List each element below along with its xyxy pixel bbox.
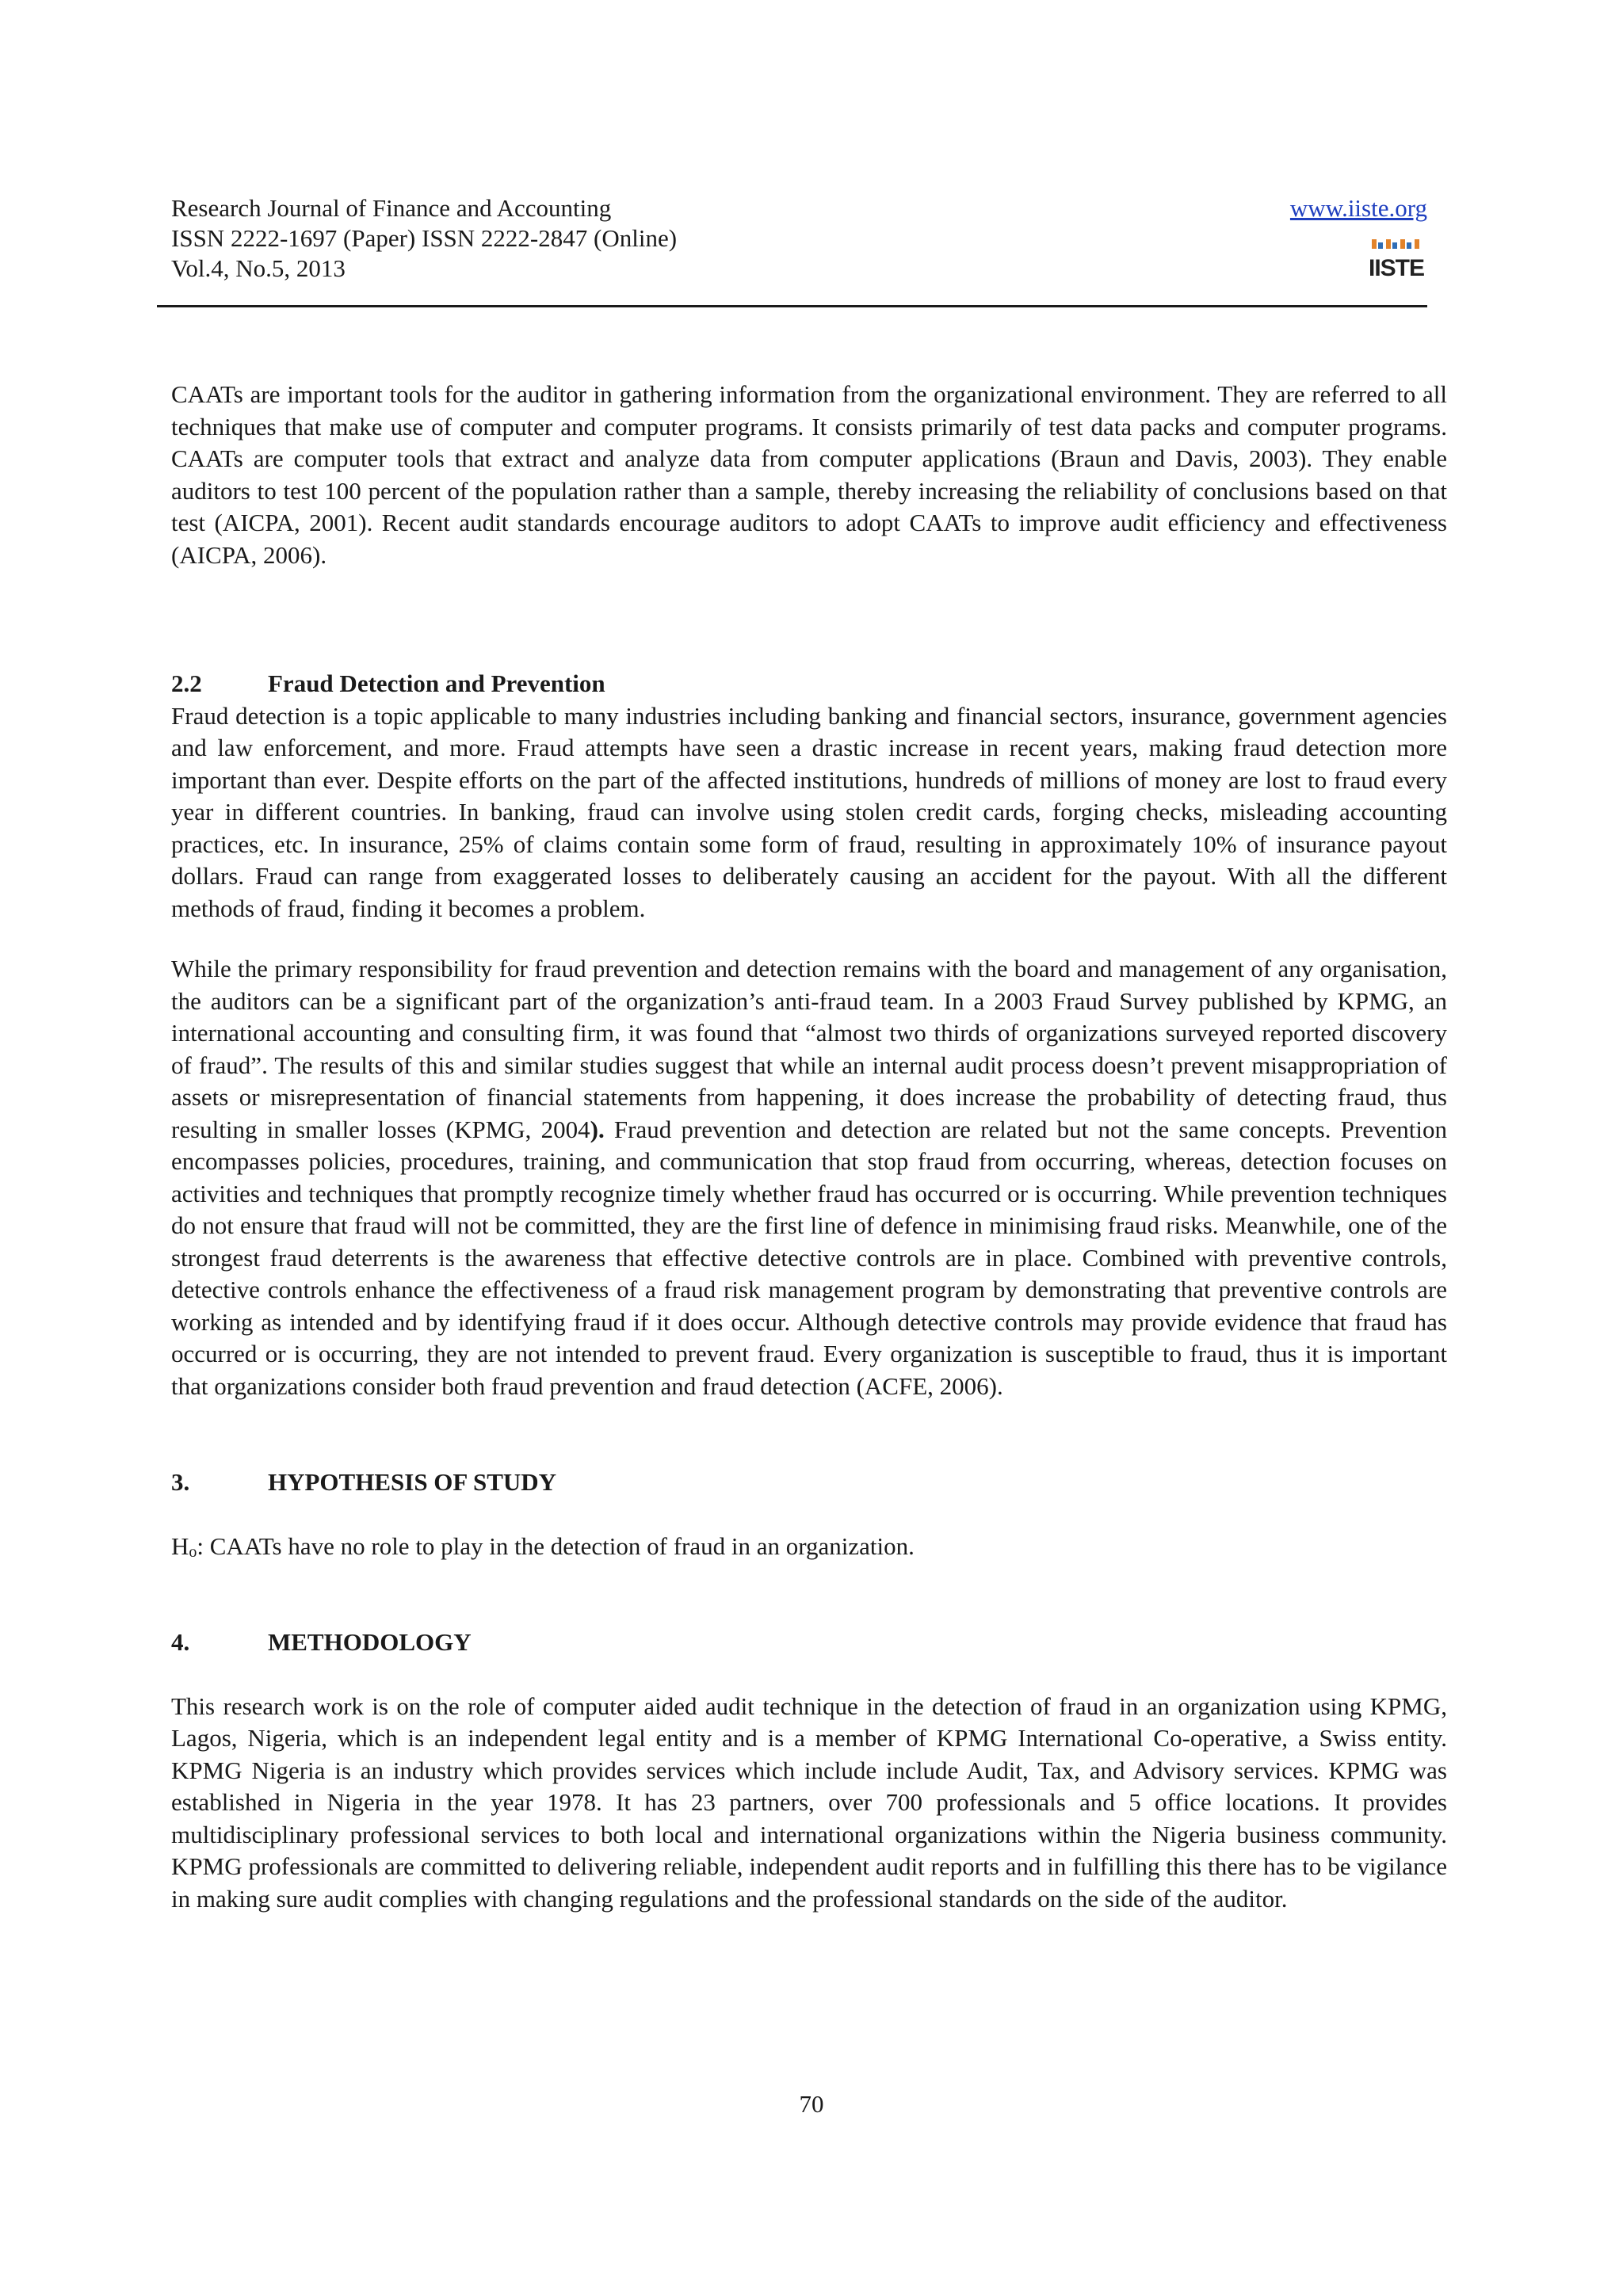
hypothesis-text: : CAATs have no role to play in the detection of fraud in an organization. — [197, 1531, 915, 1560]
journal-info — [171, 193, 1427, 284]
website-link[interactable]: www.iiste.org — [1289, 194, 1427, 222]
intro-paragraph: CAATs are important tools for the auditor in gathering information from the organizational environment. They are referred to all techniques that make use of computer and computer programs. It consists primarily of test data packs and computer programs. CAATs are computer tools that extract and analyze data from computer applications (Braun and Davis, 2003). They enable auditors to test 100 percent of the population rather than a sample, thereby increasing the reliability of conclusions based on that test (AICPA, 2001). Recent audit standards encourage auditors to adopt CAATs to improve audit efficiency and effectiveness (AICPA, 2006). — [171, 380, 1447, 569]
section-title: METHODOLOGY — [268, 1628, 472, 1656]
fraud-detection-paragraph-2 — [171, 953, 1447, 1402]
section-number: 2.2 — [171, 669, 202, 697]
hypothesis-statement — [171, 1531, 1447, 1563]
page-header — [171, 193, 1427, 284]
journal-volume: Vol.4, No.5, 2013 — [171, 254, 346, 282]
section-heading-3 — [171, 1466, 1447, 1499]
fraud-detection-paragraph-1: Fraud detection is a topic applicable to many industries including banking and financial sectors, insurance, government agencies and law enforcement, and more. Fraud attempts have seen a drastic increase in recent years, making fraud detection more important than ever. Despite efforts on the part of the affected institutions, hundreds of millions of money are lost to fraud every year in different countries. In banking, fraud can involve using stolen credit cards, forging checks, misleading accounting practices, etc. In insurance, 25% of claims contain some form of fraud, resulting in approximately 10% of insurance payout dollars. Fraud can range from exaggerated losses to deliberately causing an accident for the payout. With all the different methods of fraud, finding it becomes a problem. — [171, 701, 1447, 922]
methodology-paragraph: This research work is on the role of computer aided audit technique in the detection of fraud in an organization using KPMG, Lagos, Nigeria, which is an independent legal entity and is a member of KPMG International Co-operative, a Swiss entity. KPMG Nigeria is an industry which provides services which include include Audit, Tax, and Advisory services. KPMG was established in Nigeria in the year 1978. It has 23 partners, over 700 professionals and 5 office locations. It provides multidisciplinary professional services to both local and international organizations within the Nigeria business community. KPMG professionals are committed to delivering reliable, independent audit reports and in fulfilling this there has to be vigilance in making sure audit complies with changing regulations and the professional standards on the side of the auditor. — [171, 1691, 1447, 1913]
section-heading-2-2 — [171, 668, 1447, 700]
hypothesis-symbol: H — [171, 1531, 189, 1560]
page-number: 70 — [799, 2090, 824, 2118]
section-number: 3. — [171, 1468, 190, 1496]
svg-text:IISTE: IISTE — [1369, 255, 1424, 280]
hypothesis-subscript: o — [189, 1543, 197, 1561]
section-title: Fraud Detection and Prevention — [268, 669, 605, 697]
iiste-logo — [1369, 236, 1424, 280]
header-right — [1290, 193, 1427, 223]
paragraph-bold-close: ). — [590, 1115, 605, 1143]
section-title: HYPOTHESIS OF STUDY — [268, 1468, 557, 1496]
article-body — [171, 379, 1447, 1915]
paragraph-text: While the primary responsibility for fraud prevention and detection remains with the board and management of any organisation, the auditors can be a significant part of the organization’s anti-fraud team. In a 2003 Fraud Survey published by KPMG, an international accounting and consulting firm, it was found that “almost two thirds of organizations surveyed reported discovery of fraud”. The results of this and similar studies suggest that while an internal audit process doesn’t prevent misappropriation of assets or misrepresentation of financial statements from happening, it does increase the probability of detecting fraud, thus resulting in smaller losses (KPMG, 2004 — [171, 955, 1447, 1143]
header-divider — [157, 305, 1427, 307]
journal-issn: ISSN 2222-1697 (Paper) ISSN 2222-2847 (Online) — [171, 224, 678, 252]
section-heading-4 — [171, 1627, 1447, 1659]
paragraph-text: Fraud prevention and detection are related but not the same concepts. Prevention encompasses policies, procedures, training, and communication that stop fraud from occurring, whereas, detection focuses on activities and techniques that promptly recognize timely whether fraud has occurred or is occurring. While prevention techniques do not ensure that fraud will not be committed, they are the first line of defence in minimising fraud risks. Meanwhile, one of the strongest fraud deterrents is the awareness that effective detective controls are in place. Combined with preventive controls, detective controls enhance the effectiveness of a fraud risk management program by demonstrating that preventive controls are working as intended and by identifying fraud if it does occur. Although detective controls may provide evidence that fraud has occurred or is occurring, they are not intended to prevent fraud. Every organization is susceptible to fraud, thus it is important that organizations consider both fraud prevention and fraud detection (ACFE, 2006). — [171, 1115, 1447, 1400]
journal-title: Research Journal of Finance and Accounting — [171, 194, 612, 222]
section-number: 4. — [171, 1628, 190, 1656]
